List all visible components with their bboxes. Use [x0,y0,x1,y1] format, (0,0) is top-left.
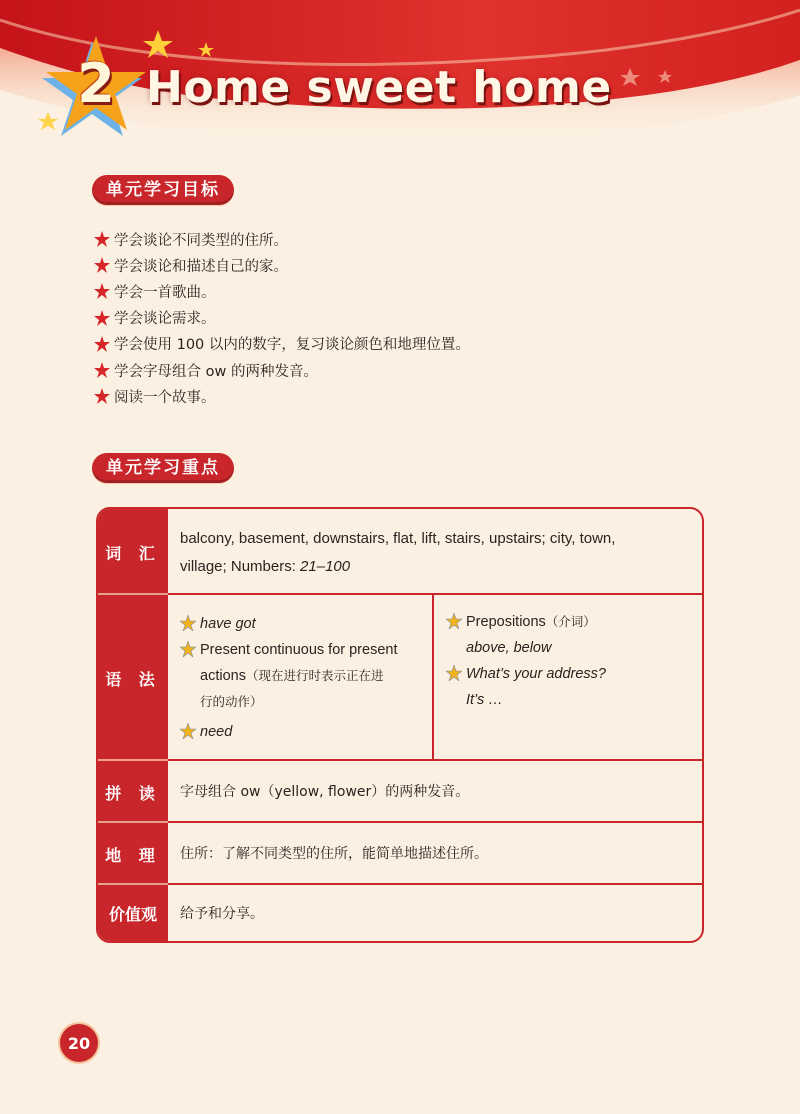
grammar-item [446,661,696,687]
cell-geography [168,823,702,885]
label-vocabulary: 词 汇 [98,509,168,595]
grammar-prepositions [466,609,596,635]
prepositions-label: Prepositions [466,614,546,630]
vocabulary-line-2-prefix: village; Numbers: [180,558,301,575]
grammar-note-1: （现在进行时表示正在进 [245,669,384,683]
label-phonics: 拼 读 [98,761,168,823]
list-item [94,383,470,409]
values-text: 给予和分享。 [180,906,264,922]
grammar-item-continued [180,663,426,689]
list-item [94,226,470,252]
goal-text: 阅读一个故事。 [114,389,216,406]
star-bullet-icon [446,613,462,629]
cell-values [168,885,702,941]
list-item [94,278,470,304]
star-bullet-icon [180,641,196,657]
prepositions-note: （介词） [545,615,596,629]
goals-heading: 单元学习目标 [92,175,234,205]
grammar-have-got: have got [200,616,256,632]
focus-table [96,507,704,943]
list-item [94,305,470,331]
unit-number: 2 [77,52,115,115]
grammar-item [180,637,426,663]
list-item [94,331,470,357]
label-geography: 地 理 [98,823,168,885]
table-row-phonics [98,761,702,823]
label-grammar: 语 法 [98,595,168,761]
table-row-vocabulary [98,509,702,595]
banner-star [38,112,58,130]
grammar-address-answer: It’s … [466,692,503,708]
star-bullet-icon [446,665,462,681]
grammar-note-2: 行的动作） [200,695,263,709]
grammar-item [180,719,426,745]
star-bullet-icon [94,257,110,273]
grammar-present-continuous: Present continuous for present [200,642,398,658]
geography-text: 住所：了解不同类型的住所，能简单地描述住所。 [180,846,488,862]
phonics-text: 字母组合 ow（yellow, flower）的两种发音。 [180,784,470,800]
star-bullet-icon [180,615,196,631]
focus-heading: 单元学习重点 [92,453,234,483]
list-item [94,357,470,383]
star-bullet-icon [94,310,110,326]
goal-text: 学会使用 100 以内的数字，复习谈论颜色和地理位置。 [114,337,470,354]
star-bullet-icon [94,362,110,378]
vocabulary-line-2 [180,553,692,581]
cell-grammar [168,595,702,761]
star-bullet-icon [180,723,196,739]
vocabulary-text [168,509,702,581]
goal-text: 学会谈论和描述自己的家。 [114,258,288,275]
label-values: 价值观 [98,885,168,941]
grammar-need: need [200,724,233,740]
grammar-actions: actions [200,668,246,684]
grammar-item [180,611,426,637]
star-bullet-icon [94,283,110,299]
unit-banner [0,0,800,170]
table-row-grammar [98,595,702,761]
cell-phonics [168,761,702,823]
list-item [94,252,470,278]
grammar-address-question: What’s your address? [466,666,606,682]
grammar-item [446,609,696,635]
unit-title: Home sweet home [146,62,612,113]
star-bullet-icon [94,388,110,404]
grammar-left-column [168,595,434,759]
vocabulary-line-1: balcony, basement, downstairs, flat, lift, stairs, upstairs; city, town, [180,530,616,547]
grammar-right-column [434,595,702,759]
star-bullet-icon [94,231,110,247]
goal-text: 学会谈论不同类型的住所。 [114,232,288,249]
table-row-values [98,885,702,941]
vocabulary-numbers: 21–100 [300,558,351,575]
cell-vocabulary [168,509,702,595]
star-bullet-icon [94,336,110,352]
goal-text: 学会一首歌曲。 [114,284,216,301]
goal-text: 学会字母组合 ow 的两种发音。 [114,363,318,380]
page-number: 20 [60,1024,98,1062]
prepositions-example: above, below [466,640,552,656]
goals-list [94,226,470,409]
goal-text: 学会谈论需求。 [114,311,216,328]
table-row-geography [98,823,702,885]
